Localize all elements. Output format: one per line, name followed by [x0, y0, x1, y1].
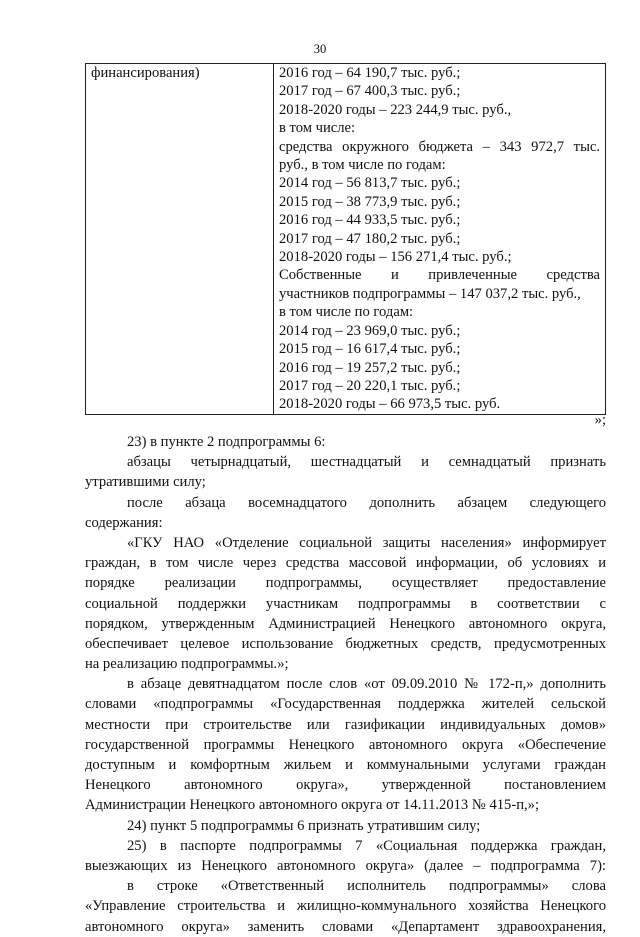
- funding-line: в том числе:: [279, 120, 356, 137]
- text-line: в абзаце девятнадцатом после слов «от 09.09.2010 № 172-п,» дополнить: [127, 676, 606, 693]
- left-cell-label: финансирования): [91, 65, 200, 81]
- text-line: на реализацию подпрограммы.»;: [85, 656, 289, 673]
- text-line: социальной поддержки участникам подпрограммы в соответствии с: [85, 595, 606, 612]
- text-line: Ненецкого автономного округа», утвержденной постановлением: [85, 777, 606, 794]
- table-right-cell: [274, 64, 606, 415]
- text-line: «Управление строительства и жилищно-коммунального хозяйства Ненецкого: [85, 898, 606, 915]
- funding-line: 2016 год – 19 257,2 тыс. руб.;: [279, 359, 461, 376]
- page-number: 30: [313, 42, 327, 56]
- text-line: словами «подпрограммы «Государственная поддержка жителей сельской: [85, 696, 606, 713]
- closing-quote: »;: [594, 412, 606, 428]
- text-line: абзацы четырнадцатый, шестнадцатый и семнадцатый признать: [127, 454, 606, 471]
- financing-table: [85, 63, 606, 415]
- text-line: доступным и комфортным жильем и коммунальными услугами граждан: [85, 757, 606, 773]
- funding-line: 2018-2020 годы – 223 244,9 тыс. руб.,: [279, 101, 512, 118]
- text-line: порядке реализации подпрограммы, осуществляет предоставление: [85, 575, 606, 592]
- text-line: выезжающих из Ненецкого автономного округа» (далее – подпрограмма 7):: [85, 857, 606, 874]
- text-line: Администрации Ненецкого автономного округа от 14.11.2013 № 415-п,»;: [85, 797, 540, 814]
- text-line: 25) в паспорте подпрограммы 7 «Социальная поддержка граждан,: [127, 837, 606, 854]
- table-left-cell: [86, 64, 274, 415]
- text-line: 23) в пункте 2 подпрограммы 6:: [127, 434, 326, 450]
- funding-line: 2016 год – 44 933,5 тыс. руб.;: [279, 212, 461, 229]
- funding-line: 2017 год – 47 180,2 тыс. руб.;: [279, 230, 461, 247]
- funding-line: 2014 год – 56 813,7 тыс. руб.;: [279, 175, 461, 192]
- text-line: утратившими силу;: [85, 474, 206, 491]
- text-line: граждан, в том числе через средства массовой информации, об условиях и: [85, 555, 606, 572]
- text-line: 24) пункт 5 подпрограммы 6 признать утратившим силу;: [127, 817, 481, 834]
- document-body: [85, 432, 606, 937]
- text-line: автономного округа» заменить словами «Департамент здравоохранения,: [85, 918, 606, 935]
- text-line: содержания:: [85, 514, 163, 531]
- text-line: в строке «Ответственный исполнитель подпрограммы» слова: [127, 878, 606, 895]
- funding-line: 2018-2020 годы – 66 973,5 тыс. руб.: [279, 396, 501, 413]
- text-line: обеспечивает целевое использование бюджетных средств, предусмотренных: [85, 635, 606, 652]
- funding-line: 2017 год – 67 400,3 тыс. руб.;: [279, 83, 461, 100]
- funding-line: 2017 год – 20 220,1 тыс. руб.;: [279, 377, 461, 394]
- funding-line: 2015 год – 16 617,4 тыс. руб.;: [279, 341, 461, 358]
- funding-line: средства окружного бюджета – 343 972,7 тыс.: [279, 138, 600, 155]
- text-line: «ГКУ НАО «Отделение социальной защиты населения» информирует: [127, 534, 606, 551]
- text-line: местности при строительстве или газификации индивидуальных домов»: [85, 716, 606, 733]
- text-line: порядком, утвержденным Администрацией Ненецкого автономного округа,: [85, 615, 606, 632]
- funding-line: руб., в том числе по годам:: [279, 157, 446, 174]
- funding-line: Собственные и привлеченные средства: [279, 267, 600, 284]
- table-row: [86, 64, 606, 415]
- funding-line: участников подпрограммы – 147 037,2 тыс. руб.,: [279, 285, 581, 302]
- funding-line: 2014 год – 23 969,0 тыс. руб.;: [279, 322, 461, 339]
- funding-line: в том числе по годам:: [279, 304, 414, 321]
- funding-line: 2015 год – 38 773,9 тыс. руб.;: [279, 193, 461, 210]
- funding-line: 2018-2020 годы – 156 271,4 тыс. руб.;: [279, 249, 512, 266]
- text-line: после абзаца восемнадцатого дополнить абзацем следующего: [127, 494, 606, 511]
- funding-line: 2016 год – 64 190,7 тыс. руб.;: [279, 65, 461, 81]
- text-line: государственной программы Ненецкого автономного округа «Обеспечение: [85, 736, 606, 753]
